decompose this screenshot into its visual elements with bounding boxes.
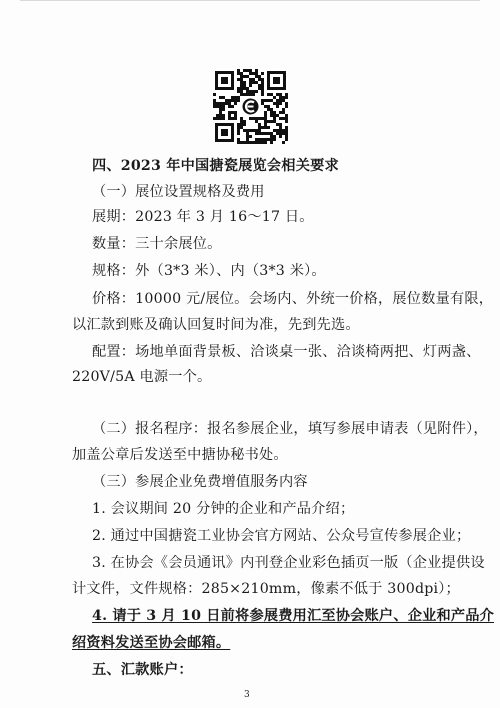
booth-price-line-1: 价格：10000 元/展位。会场内、外统一价格，展位数量有限，: [92, 291, 494, 307]
exhibition-date: 展期：2023 年 3 月 16～17 日。: [92, 209, 314, 225]
top-divider: [20, 0, 480, 1]
booth-config-line-2: 220V/5A 电源一个。: [72, 369, 212, 385]
section-4-heading: 四、2023 年中国搪瓷展览会相关要求: [92, 158, 339, 174]
service-item-4-line-1: 4. 请于 3 月 10 日前将参展费用汇至协会账户、企业和产品介: [92, 608, 495, 624]
section-5-heading: 五、汇款账户：: [92, 662, 193, 678]
registration-procedure-line-2: 加盖公章后发送至中搪协秘书处。: [72, 447, 288, 463]
booth-price-line-2: 以汇款到账及确认回复时间为准，先到先选。: [72, 317, 360, 333]
service-item-4-line-2: 绍资料发送至协会邮箱。: [72, 635, 231, 651]
qr-code-icon: [213, 69, 288, 144]
service-item-2: 2. 通过中国搪瓷工业协会官方网站、公众号宣传参展企业；: [92, 528, 471, 544]
booth-spec: 规格：外（3*3 米）、内（3*3 米）。: [92, 263, 326, 279]
service-item-1: 1. 会议期间 20 分钟的企业和产品介绍；: [92, 501, 355, 517]
service-item-3-line-1: 3. 在协会《会员通讯》内刊登企业彩色插页一版（企业提供设: [92, 555, 485, 571]
booth-quantity: 数量：三十余展位。: [92, 236, 222, 252]
booth-config-line-1: 配置：场地单面背景板、洽谈桌一张、洽谈椅两把、灯两盏、: [92, 344, 481, 360]
page-number: 3: [244, 690, 250, 700]
subsection-1-heading: （一）展位设置规格及费用: [92, 184, 265, 200]
service-item-3-line-2: 计文件，文件规格：285×210mm，像素不低于 300dpi）；: [72, 581, 460, 597]
registration-procedure-line-1: （二）报名程序：报名参展企业，填写参展申请表（见附件），: [92, 421, 488, 437]
subsection-3-heading: （三）参展企业免费增值服务内容: [92, 474, 308, 490]
